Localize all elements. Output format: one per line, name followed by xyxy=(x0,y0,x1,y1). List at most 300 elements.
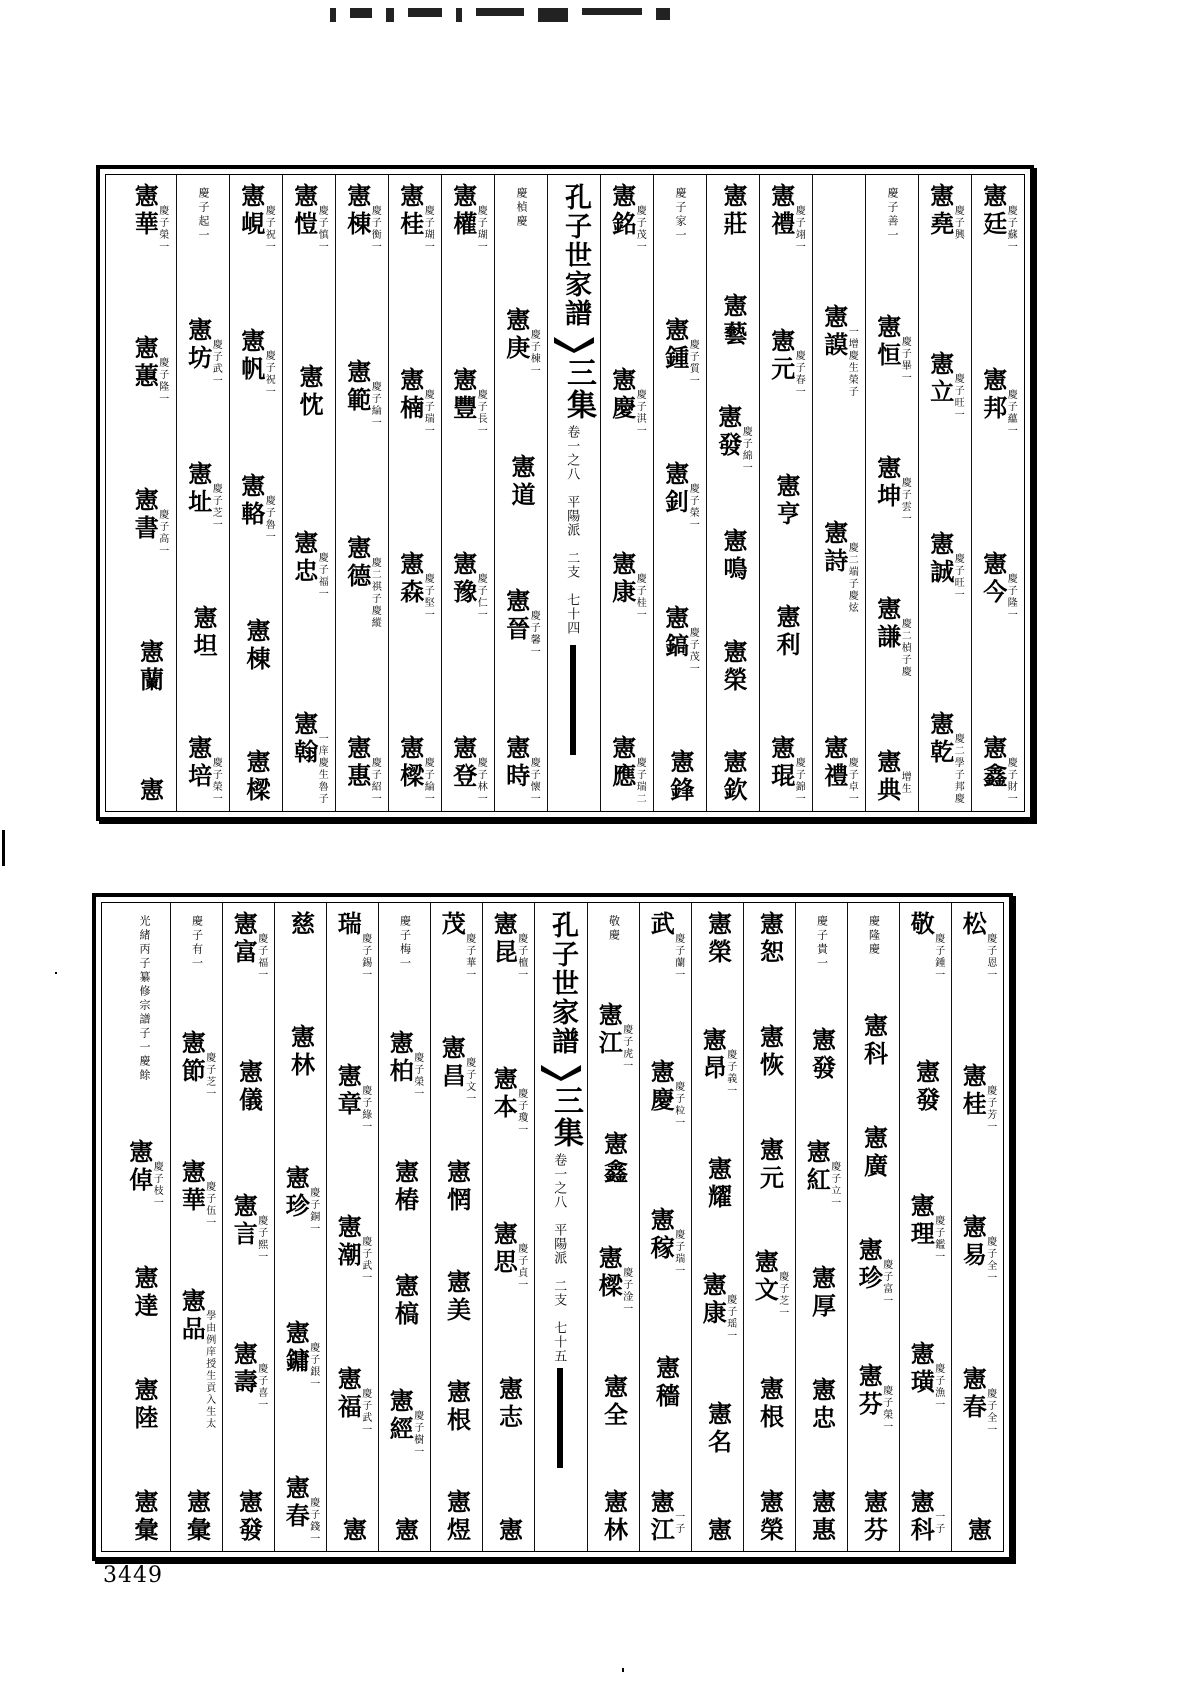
lineage-note: 慶子枝一 xyxy=(151,1161,163,1209)
lineage-note: 慶子雲一 xyxy=(899,477,911,525)
person-name: 茂 xyxy=(437,911,467,939)
person-name: 憲璜 xyxy=(906,1341,936,1397)
person-name: 憲廣 xyxy=(859,1125,889,1181)
entry-column xyxy=(282,175,335,811)
lineage-note: 慶子榮一 xyxy=(687,483,699,531)
column-head-note: 敬慶 xyxy=(607,915,621,943)
lineage-note: 慶子紹一 xyxy=(369,757,381,805)
genealogy-entry xyxy=(286,1024,316,1080)
genealogy-entry xyxy=(719,748,748,805)
person-name: 憲全 xyxy=(599,1374,629,1431)
genealogy-entry xyxy=(501,735,540,805)
top-edge-residue xyxy=(330,8,950,24)
genealogy-entry xyxy=(752,1249,787,1319)
genealogy-entry xyxy=(234,1059,264,1115)
lineage-note: 慶子貞一 xyxy=(515,1243,527,1291)
genealogy-entry xyxy=(289,183,328,253)
genealogy-entry xyxy=(342,359,381,429)
genealogy-entry xyxy=(599,1130,629,1187)
genealogy-entry xyxy=(183,461,222,531)
entry-column xyxy=(653,175,706,811)
person-name: 憲範 xyxy=(342,359,372,415)
entry-column xyxy=(326,903,378,1551)
person-name: 憲惘 xyxy=(442,1159,472,1215)
person-name: 憲芬 xyxy=(854,1363,884,1419)
entry-column xyxy=(229,175,282,811)
lineage-note: 慶子翊一 xyxy=(793,205,805,253)
person-name: 憲品 xyxy=(177,1288,207,1344)
genealogy-entry xyxy=(335,911,370,981)
entry-column xyxy=(482,903,534,1551)
genealogy-entry xyxy=(179,1030,214,1100)
entry-column xyxy=(971,175,1024,811)
genealogy-entry xyxy=(448,367,487,437)
genealogy-entry xyxy=(607,551,646,621)
person-name: 憲森 xyxy=(395,551,425,607)
genealogy-entry xyxy=(599,1374,629,1431)
person-name: 憲應 xyxy=(607,735,637,791)
person-name: 憲志 xyxy=(494,1376,524,1432)
fishtail-mark-icon xyxy=(541,1063,581,1081)
lineage-note: 慶子淦一 xyxy=(620,1267,632,1316)
entry-list xyxy=(972,183,1024,805)
entry-list xyxy=(588,911,639,1545)
entry-column xyxy=(378,903,430,1551)
lineage-note: 慶子綸一 xyxy=(422,757,434,805)
person-name: 憲昂 xyxy=(698,1026,728,1083)
person-name: 憲耀 xyxy=(703,1156,733,1213)
person-name: 憲鋒 xyxy=(666,749,695,805)
lineage-note: 慶子綿一 xyxy=(740,425,752,474)
column-head-note: 慶子善一 xyxy=(886,187,900,243)
book-title: 孔子世家譜 xyxy=(547,911,578,1056)
genealogy-entry xyxy=(978,551,1017,621)
genealogy-entry xyxy=(283,1320,318,1390)
genealogy-entry xyxy=(872,455,911,525)
genealogy-entry xyxy=(236,473,275,543)
person-name: 憲藝 xyxy=(719,293,748,350)
person-name: 憲節 xyxy=(177,1030,207,1086)
person-name: 憲莊 xyxy=(719,183,748,239)
lineage-note: 慶子瓊一 xyxy=(515,1088,527,1136)
genealogy-entry xyxy=(390,1516,420,1545)
genealogy-entry xyxy=(398,911,410,971)
genealogy-entry xyxy=(719,528,748,585)
person-name: 憲惠 xyxy=(342,735,372,791)
person-name: 憲彙 xyxy=(182,1489,212,1545)
collection-label: 三集 xyxy=(561,357,596,421)
lineage-note: 慶子富一 xyxy=(880,1259,892,1307)
genealogy-entry xyxy=(342,735,381,805)
book-title: 孔子世家譜 xyxy=(560,183,591,328)
entry-column xyxy=(388,175,441,811)
lineage-note: 慶子旺一 xyxy=(952,553,964,601)
entry-list xyxy=(118,911,170,1545)
column-head-note: 慶子起一 xyxy=(197,187,211,243)
person-name: 憲乾 xyxy=(925,711,955,767)
genealogy-entry xyxy=(772,604,801,660)
person-name: 瑞 xyxy=(333,911,363,939)
genealogy-entry xyxy=(342,183,381,253)
person-name: 憲儀 xyxy=(234,1059,264,1115)
volume-zhi: 二支 xyxy=(564,551,580,579)
person-name: 憲鑫 xyxy=(978,735,1008,791)
lineage-note: 慶子榮一 xyxy=(880,1385,892,1433)
person-name: 憲福 xyxy=(333,1365,363,1422)
genealogy-entry xyxy=(925,183,964,241)
entry-list xyxy=(223,911,274,1545)
person-name: 憲潮 xyxy=(333,1214,363,1270)
person-name: 憲 xyxy=(135,777,165,805)
genealogy-entry xyxy=(607,183,646,253)
genealogy-entry xyxy=(231,1341,266,1411)
person-name: 慈 xyxy=(286,911,316,939)
person-name: 憲鍾 xyxy=(660,317,690,373)
genealogy-entry xyxy=(755,1136,785,1193)
person-name: 憲發 xyxy=(911,1059,941,1115)
lineage-note: 慶二楨子慶 xyxy=(899,618,911,678)
genealogy-entry xyxy=(700,1027,735,1097)
entry-column xyxy=(691,903,743,1551)
genealogy-entry xyxy=(713,403,752,474)
person-name: 憲棟 xyxy=(342,183,372,239)
person-name: 憲詩 xyxy=(819,519,849,576)
genealogy-entry xyxy=(607,735,646,805)
entry-list xyxy=(848,911,899,1545)
genealogy-entry xyxy=(448,735,487,805)
lineage-note: 慶子慎一 xyxy=(316,205,328,253)
genealogy-page-bottom xyxy=(92,893,1013,1561)
entry-column xyxy=(176,175,229,811)
person-name: 憲愷 xyxy=(289,183,319,239)
genealogy-entry xyxy=(960,1366,995,1436)
genealogy-entry xyxy=(390,1273,420,1330)
lineage-note: 慶子茂一 xyxy=(687,627,699,675)
person-name: 憲庚 xyxy=(501,306,531,363)
lineage-note: 增生 xyxy=(899,771,911,795)
person-name: 憲稼 xyxy=(646,1207,676,1263)
lineage-note: 慶子蘇一 xyxy=(1005,205,1017,253)
person-name: 憲榮 xyxy=(703,911,733,967)
person-name: 憲槁 xyxy=(390,1273,420,1330)
person-name: 憲時 xyxy=(501,735,531,791)
lineage-note: 慶子瑚一 xyxy=(475,205,487,253)
person-name: 憲道 xyxy=(507,454,536,510)
genealogy-entry xyxy=(700,1272,735,1342)
genealogy-entry xyxy=(501,306,540,377)
person-name: 憲經 xyxy=(385,1388,415,1445)
entry-list xyxy=(760,183,812,805)
lineage-note: 慶子粒一 xyxy=(672,1081,684,1129)
entry-column xyxy=(899,903,951,1551)
lineage-note: 慶子芳一 xyxy=(984,1084,996,1133)
genealogy-entry xyxy=(755,911,785,967)
genealogy-entry xyxy=(242,618,271,674)
person-name: 憲江 xyxy=(594,1001,624,1058)
genealogy-entry xyxy=(960,1214,995,1284)
lineage-note: 慶子卓一 xyxy=(846,756,858,805)
genealogy-entry xyxy=(978,183,1017,253)
entry-list xyxy=(389,183,441,805)
lineage-note: 慶子武一 xyxy=(359,1387,371,1436)
lineage-note: 慶子馨一 xyxy=(528,609,540,658)
person-name: 憲 xyxy=(703,1516,733,1545)
person-name: 憲棟 xyxy=(242,618,271,674)
genealogy-entry xyxy=(908,1489,943,1545)
person-name: 憲鑫 xyxy=(599,1130,629,1187)
genealogy-entry xyxy=(387,1388,422,1458)
genealogy-entry xyxy=(648,1059,683,1129)
genealogy-entry xyxy=(856,1363,891,1433)
person-name: 武 xyxy=(646,911,676,939)
entry-column xyxy=(951,903,1003,1551)
genealogy-entry xyxy=(442,1159,472,1215)
lineage-note: 慶子全一 xyxy=(984,1236,996,1284)
genealogy-entry xyxy=(182,1489,212,1545)
person-name: 憲 xyxy=(338,1517,368,1545)
person-name: 憲蕙 xyxy=(130,335,160,391)
volume-branch: 平陽派 xyxy=(551,1223,567,1265)
genealogy-entry xyxy=(515,183,527,229)
genealogy-entry xyxy=(286,911,316,939)
person-name: 憲惠 xyxy=(807,1489,837,1545)
genealogy-entry xyxy=(807,1027,837,1083)
genealogy-entry xyxy=(395,735,434,805)
entry-list xyxy=(177,183,229,805)
genealogy-entry xyxy=(439,911,474,981)
page-number: 3449 xyxy=(103,1563,163,1588)
lineage-note: 慶子虎一 xyxy=(620,1023,632,1072)
genealogy-entry xyxy=(960,911,995,981)
person-name: 憲發 xyxy=(807,1027,837,1083)
person-name: 憲輅 xyxy=(236,473,266,529)
genealogy-page-top xyxy=(96,165,1034,821)
entry-list xyxy=(654,183,706,805)
genealogy-entry xyxy=(135,777,165,805)
genealogy-entry xyxy=(859,1489,889,1545)
genealogy-entry xyxy=(908,911,943,981)
genealogy-entry xyxy=(448,551,487,621)
person-name: 憲峴 xyxy=(236,183,266,239)
person-name: 憲慶 xyxy=(646,1059,676,1115)
lineage-note: 慶子義一 xyxy=(724,1048,736,1097)
genealogy-entry xyxy=(130,1377,159,1433)
lineage-note: 學由例庠授生貢入生太 xyxy=(203,1310,215,1430)
genealogy-entry xyxy=(766,183,805,253)
entry-column xyxy=(494,175,547,811)
genealogy-entry xyxy=(494,1376,524,1432)
volume-volume: 卷一之八 xyxy=(551,1153,567,1209)
collection-label: 三集 xyxy=(548,1085,583,1149)
entry-column xyxy=(639,903,691,1551)
genealogy-entry xyxy=(132,487,167,557)
genealogy-entry xyxy=(703,911,733,967)
lineage-note: 慶子春一 xyxy=(793,350,805,398)
person-name: 憲美 xyxy=(442,1269,472,1325)
genealogy-entry xyxy=(231,911,266,981)
volume-volume: 卷一之八 xyxy=(564,425,580,481)
genealogy-entry xyxy=(660,605,699,675)
column-head-note: 慶楨慶 xyxy=(515,187,529,229)
genealogy-entry xyxy=(925,711,964,805)
fishtail-mark-icon xyxy=(554,335,594,353)
person-name: 憲本 xyxy=(489,1066,519,1122)
lineage-note: 慶子銀一 xyxy=(307,1342,319,1390)
lineage-note: 慶子榮一 xyxy=(210,757,222,805)
lineage-note: 慶子興 xyxy=(952,205,964,241)
column-head-note: 慶子家一 xyxy=(674,187,688,243)
column-head-note: 慶子有一 xyxy=(190,915,204,971)
person-name: 敬 xyxy=(906,911,936,939)
person-name: 憲根 xyxy=(755,1376,785,1433)
genealogy-entry xyxy=(439,1035,474,1105)
person-name: 憲邦 xyxy=(978,367,1008,423)
person-name: 憲典 xyxy=(872,749,902,805)
entry-column xyxy=(587,903,639,1551)
entry-list xyxy=(171,911,222,1545)
person-name: 憲林 xyxy=(599,1488,629,1545)
genealogy-entry xyxy=(859,1013,889,1069)
lineage-note: 慶子芝一 xyxy=(203,1052,215,1100)
genealogy-entry xyxy=(819,304,858,399)
genealogy-entry xyxy=(772,473,801,529)
lineage-note: 一庠慶生魯子 xyxy=(316,732,328,805)
lineage-note: 慶子錫一 xyxy=(359,933,371,981)
lineage-note: 慶子茂一 xyxy=(634,205,646,253)
volume-zhi: 二支 xyxy=(551,1279,567,1307)
person-name: 憲壽 xyxy=(229,1341,259,1397)
genealogy-entry xyxy=(925,531,964,601)
genealogy-entry xyxy=(815,911,827,971)
person-name: 憲科 xyxy=(906,1489,936,1545)
volume-branch: 平陽派 xyxy=(564,495,580,537)
person-name: 憲春 xyxy=(281,1475,311,1531)
lineage-note: 慶二學子邦慶 xyxy=(952,733,964,805)
entry-column xyxy=(743,903,795,1551)
person-name: 憲樑 xyxy=(395,735,425,791)
lineage-note: 慶子懷一 xyxy=(528,757,540,805)
lineage-note: 慶子錦一 xyxy=(793,757,805,805)
lineage-note: 慶子鍾一 xyxy=(932,933,944,981)
genealogy-entry xyxy=(335,1063,370,1133)
genealogy-entry xyxy=(132,335,167,405)
genealogy-entry xyxy=(135,639,165,695)
genealogy-entry xyxy=(130,1489,159,1545)
genealogy-entry xyxy=(666,749,695,805)
person-name: 憲鎬 xyxy=(660,605,690,661)
entry-list xyxy=(919,183,971,805)
person-name: 憲培 xyxy=(183,735,213,791)
entry-list xyxy=(431,911,482,1545)
person-name: 憲謨 xyxy=(819,304,849,361)
person-name: 憲發 xyxy=(713,403,743,460)
genealogy-entry xyxy=(507,454,536,510)
column-head-note: 光緒丙子纂修宗譜子一慶餘 xyxy=(138,915,152,1083)
person-name: 憲禮 xyxy=(819,734,849,791)
lineage-note: 慶子隆一 xyxy=(1005,573,1017,621)
genealogy-entry xyxy=(867,911,879,957)
person-name: 憲康 xyxy=(607,551,637,607)
genealogy-entry xyxy=(442,1379,472,1435)
entry-column xyxy=(335,175,388,811)
genealogy-entry xyxy=(963,1517,993,1545)
lineage-note: 慶子畢一 xyxy=(899,336,911,384)
genealogy-entry xyxy=(395,367,434,437)
genealogy-entry xyxy=(908,1193,943,1263)
entry-column xyxy=(600,175,653,811)
person-name: 憲珍 xyxy=(854,1237,884,1293)
scan-speck xyxy=(622,1668,624,1672)
genealogy-entry xyxy=(390,1158,420,1215)
lineage-note: 慶子瑞一 xyxy=(672,1229,684,1277)
person-name: 憲富 xyxy=(229,911,259,967)
genealogy-entry xyxy=(124,1139,163,1209)
lineage-note: 慶子瑶一 xyxy=(724,1293,736,1342)
genealogy-entry xyxy=(872,596,911,678)
entry-column xyxy=(865,175,918,811)
genealogy-entry xyxy=(491,1066,526,1136)
person-name: 憲桂 xyxy=(395,183,425,239)
fishtail-bar xyxy=(557,1368,563,1468)
entry-list xyxy=(692,911,743,1545)
person-name: 憲堯 xyxy=(925,183,955,239)
genealogy-entry xyxy=(703,1156,733,1213)
entry-column xyxy=(274,903,326,1551)
column-head-note: 慶子梅一 xyxy=(398,915,412,971)
person-name: 憲名 xyxy=(703,1401,733,1458)
person-name: 憲忠 xyxy=(289,530,319,587)
genealogy-entry xyxy=(648,1207,683,1277)
person-name: 憲今 xyxy=(978,551,1008,607)
lineage-note: 慶子福一 xyxy=(255,933,267,981)
genealogy-entry xyxy=(960,1063,995,1133)
genealogy-entry xyxy=(335,1214,370,1284)
genealogy-entry xyxy=(335,1366,370,1436)
person-name: 憲帆 xyxy=(236,328,266,384)
lineage-note: 慶二祺子慶縱 xyxy=(369,557,381,629)
person-name: 憲 xyxy=(963,1517,993,1545)
genealogy-entry xyxy=(648,911,683,981)
lineage-note: 慶子榮一 xyxy=(411,1051,423,1100)
entry-list xyxy=(495,183,547,805)
fishtail-bar xyxy=(570,645,576,755)
genealogy-entry xyxy=(755,1023,785,1080)
lineage-note: 慶子瑞一 xyxy=(422,389,434,437)
entry-list xyxy=(796,911,847,1545)
person-name: 憲鳴 xyxy=(719,528,748,585)
person-name: 憲亨 xyxy=(772,473,801,529)
person-name: 憲釗 xyxy=(660,461,690,517)
person-name: 憲章 xyxy=(333,1062,363,1119)
genealogy-entry xyxy=(978,367,1017,437)
genealogy-entry xyxy=(442,1269,472,1325)
person-name: 憲珍 xyxy=(281,1165,311,1221)
genealogy-entry xyxy=(189,605,218,661)
lineage-note: 慶子漁一 xyxy=(932,1363,944,1411)
person-name: 松 xyxy=(958,911,988,939)
person-name: 憲科 xyxy=(859,1013,889,1069)
lineage-note: 慶子華一 xyxy=(463,933,475,981)
genealogy-entry xyxy=(766,735,805,805)
genealogy-entry xyxy=(236,183,275,253)
person-name: 憲謙 xyxy=(872,596,902,652)
genealogy-entry xyxy=(387,1030,422,1100)
entry-column xyxy=(441,175,494,811)
entry-column xyxy=(847,903,899,1551)
person-name: 憲豫 xyxy=(448,551,478,607)
person-name: 憲蘭 xyxy=(135,639,165,695)
genealogy-entry xyxy=(908,1341,943,1411)
